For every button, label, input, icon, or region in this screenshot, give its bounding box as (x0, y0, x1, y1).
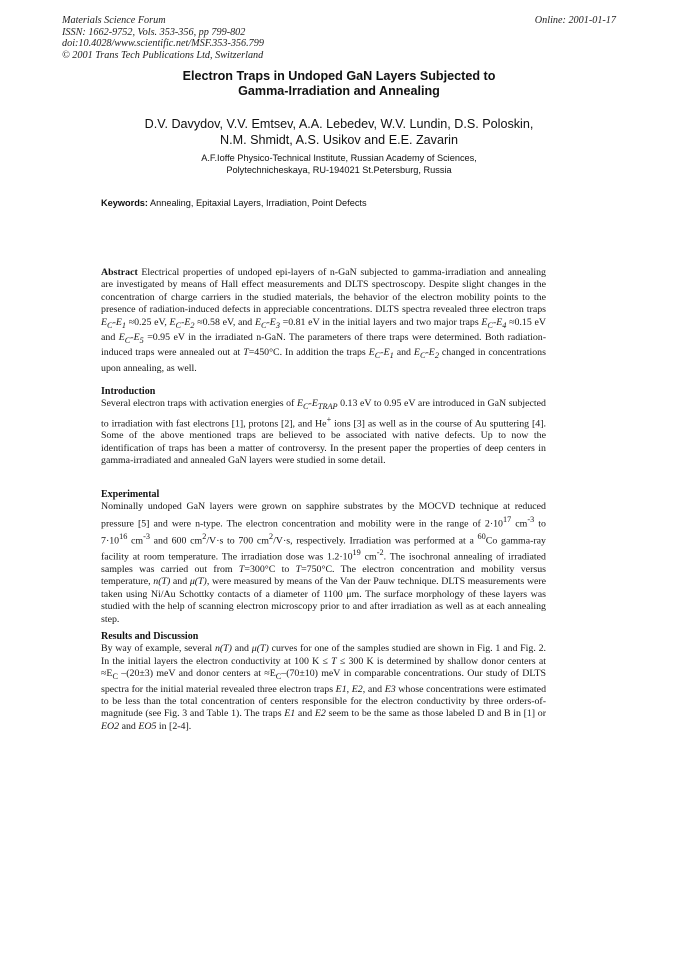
res-text: in [2-4]. (156, 720, 192, 732)
abstract-text: ≈0.15 eV and (101, 316, 546, 343)
symbol-sub: C (124, 335, 131, 345)
introduction-paragraph (101, 398, 546, 467)
exp-text: Nominally undoped GaN layers were grown on sapphire substrates by the MOCVD technique at reduced pressure [5] and were n-type. The electron concentration and mobility were in the range of 2·10 (101, 501, 546, 530)
symbol: μ(T) (251, 643, 269, 655)
symbol-sub: 4 (502, 320, 507, 330)
exp-text: cm (511, 518, 528, 530)
symbol: E (118, 332, 125, 343)
title-line-2: Gamma-Irradiation and Annealing (238, 84, 440, 98)
superscript: 60 (477, 531, 486, 541)
exp-text: =750°C. The electron concentration and mobility versus temperature, (101, 563, 546, 588)
superscript: 19 (352, 548, 361, 558)
intro-text: ions [3] as well as in the course of Au sputtering [4]. Some of the above mentioned traps are believed to be associated with native defects. Up to now the identification of traps has been a matter of controversy. In the present paper the properties of deep centers in gamma-irradiated and annealed GaN layers were studied in some detail. (101, 418, 546, 467)
issn-line: ISSN: 1662-9752, Vols. 353-356, pp 799-802 (62, 26, 246, 38)
symbol: T (331, 655, 337, 667)
superscript: 17 (503, 514, 512, 524)
symbol-sub: C (175, 320, 182, 330)
symbol-sub: C (303, 402, 309, 412)
symbol: n(T) (214, 643, 232, 655)
exp-text: /V·s, respectively. Irradiation was performed at a (273, 534, 478, 546)
res-text: and (119, 720, 139, 732)
authors-line-1: D.V. Davydov, V.V. Emtsev, A.A. Lebedev, W.V. Lundin, D.S. Poloskin, (144, 117, 534, 131)
exp-text: Co gamma-ray facility at room temperature. The irradiation dose was 1.2·10 (101, 534, 546, 563)
superscript: 2 (202, 531, 207, 541)
symbol: E (169, 316, 176, 328)
results-paragraph (101, 643, 546, 733)
journal-name: Materials Science Forum (62, 15, 166, 26)
symbol: EO2 (101, 720, 120, 732)
symbol-sub: 1 (389, 351, 394, 361)
symbol: μ(T) (189, 576, 207, 588)
exp-text: cm (127, 534, 144, 546)
title-line-1: Electron Traps in Undoped GaN Layers Subjected to (182, 69, 496, 83)
symbol: E1 (284, 708, 296, 720)
doi-line[interactable]: doi:10.4028/www.scientific.net/MSF.353-356.799 (62, 38, 264, 50)
symbol: E2 (351, 683, 363, 695)
exp-text: =300°C to (244, 563, 296, 575)
symbol-sub: 1 (121, 320, 127, 330)
symbol-sub: C (260, 320, 267, 330)
symbol: -E (308, 398, 318, 410)
symbol-sub: C (374, 351, 381, 361)
subscript: C (112, 672, 118, 682)
symbol: E3 (384, 683, 396, 695)
symbol: -E (266, 316, 276, 328)
res-text: ≤ 300 K is determined by shallow donor centers at ≈E (101, 655, 546, 680)
symbol: E (413, 347, 420, 359)
res-text: seem to be the same as those labeled D and B in [1] or (325, 708, 546, 720)
abstract-section (101, 267, 546, 375)
symbol-sub: TRAP (317, 402, 338, 412)
symbol: T (243, 347, 249, 359)
res-text: curves for one of the samples studied are shown in Fig. 1 and Fig. 2. In the initial layers the electron conductivity at 100 K ≤ (101, 643, 546, 667)
intro-text: Several electron traps with activation energies of (101, 398, 297, 410)
keywords (101, 198, 367, 208)
symbol: E2 (314, 708, 326, 720)
abstract-paragraph (101, 267, 546, 375)
symbol: T (238, 563, 245, 575)
experimental-section (101, 489, 546, 626)
abstract-text: =0.95 eV in the irradiated n-GaN. The parameters of there traps were determined. Both radiation-induced traps were annealed out at (101, 332, 546, 359)
keywords-text: Annealing, Epitaxial Layers, Irradiation, Point Defects (147, 198, 367, 208)
symbol-sub: 2 (190, 320, 195, 330)
superscript: -3 (143, 531, 150, 541)
abstract-label: Abstract (101, 267, 138, 278)
abstract-text: =0.81 eV in the initial layers and two major traps (279, 316, 482, 328)
subscript: C (275, 672, 282, 682)
affiliation-line-2: Polytechnicheskaya, RU-194021 St.Petersburg, Russia (226, 164, 452, 175)
intro-text: 0.13 eV to 0.95 eV are introduced in GaN subjected to irradiation with fast electrons [1], protons [2], and He (101, 398, 546, 430)
res-text: –(70±10) meV in comparable concentrations. Our study of DLTS spectra for the initial material revealed three electron traps (101, 668, 546, 695)
symbol-sub: 2 (434, 351, 439, 361)
symbol: n(T) (153, 576, 171, 588)
symbol-sub: 5 (139, 335, 144, 345)
res-text: and (295, 708, 315, 720)
keywords-label: Keywords: (101, 198, 148, 208)
abstract-text: Electrical properties of undoped epi-layers of n-GaN subjected to gamma-irradiation and annealing are investigated by means of Hall effect measurements and DLTS spectroscopy. Despite slight changes in the concentration of charge carriers in the studied materials, the behavior of the electron mobility points to the presence of radiation-induced defects in appreciable concentrations. DLTS spectra revealed three electron traps (101, 267, 546, 316)
res-text: By way of example, several (101, 643, 215, 655)
superscript: + (326, 414, 332, 424)
symbol: -E (181, 316, 191, 328)
exp-text: /V·s to 700 cm (206, 534, 269, 546)
authors-line-2: N.M. Shmidt, A.S. Usikov and E.E. Zavarin (220, 133, 458, 147)
affiliation (0, 153, 678, 176)
symbol: E (296, 398, 304, 410)
symbol: -E (492, 316, 503, 328)
symbol: E1 (335, 683, 347, 695)
symbol: E (481, 316, 488, 328)
results-section (101, 631, 546, 733)
symbol: EO5 (138, 720, 157, 732)
exp-text: and (170, 576, 190, 588)
abstract-text: =450°C. In addition the traps (248, 347, 369, 359)
superscript: -2 (376, 548, 384, 558)
experimental-heading: Experimental (101, 489, 160, 500)
introduction-section (101, 386, 546, 468)
res-text: , (346, 683, 352, 695)
symbol: E (368, 347, 375, 359)
symbol-sub: C (487, 320, 493, 330)
res-text: , and (362, 683, 385, 695)
affiliation-line-1: A.F.Ioffe Physico-Technical Institute, Russian Academy of Sciences, (201, 153, 477, 163)
symbol: E (254, 316, 261, 328)
experimental-paragraph (101, 501, 546, 626)
online-date: Online: 2001-01-17 (534, 15, 616, 26)
exp-text: to 7·10 (101, 518, 546, 546)
symbol: -E (130, 332, 140, 343)
abstract-text: changed in concentrations upon annealing, as well. (101, 347, 546, 374)
symbol: E (101, 316, 108, 328)
res-text: whose concentrations were estimated to be less than the total concentration of centers responsible for the electron conductivity by three orders-of-magnitude (see Fig. 3 and Table 1). The traps (101, 683, 547, 720)
superscript: 16 (119, 531, 128, 541)
superscript: 2 (268, 531, 274, 541)
author-list (0, 116, 678, 148)
superscript: -3 (527, 514, 535, 524)
copyright-line: © 2001 Trans Tech Publications Ltd, Switzerland (62, 49, 264, 61)
paper-title (0, 69, 678, 99)
exp-text: . The isochronal annealing of irradiated samples was carried out from (101, 551, 546, 575)
exp-text: , were measured by means of the Van der Pauw technique. DLTS measurements were taken using Ni/Au Schottky contacts of a diameter of 1100 μm. The surface morphology of these layers was studied with the help of scanning electron microscopy prior to and after irradiation as well as at each annealing step. (101, 576, 547, 625)
exp-text: cm (360, 551, 377, 563)
res-text: –(20±3) meV and donor centers at ≈E (117, 668, 276, 680)
symbol: -E (425, 347, 435, 359)
journal-metadata (62, 15, 264, 61)
abstract-text: and (393, 347, 414, 359)
abstract-text: ≈0.25 eV, (126, 316, 170, 328)
symbol: T (295, 563, 302, 575)
symbol: -E (112, 316, 122, 328)
res-text: and (231, 643, 252, 655)
results-heading: Results and Discussion (101, 631, 199, 642)
introduction-heading: Introduction (101, 386, 156, 397)
symbol-sub: C (419, 351, 426, 361)
symbol-sub: 3 (275, 320, 280, 330)
abstract-text: ≈0.58 eV, and (194, 316, 255, 328)
symbol: -E (380, 347, 390, 359)
exp-text: and 600 cm (149, 534, 203, 546)
symbol-sub: C (107, 320, 113, 330)
